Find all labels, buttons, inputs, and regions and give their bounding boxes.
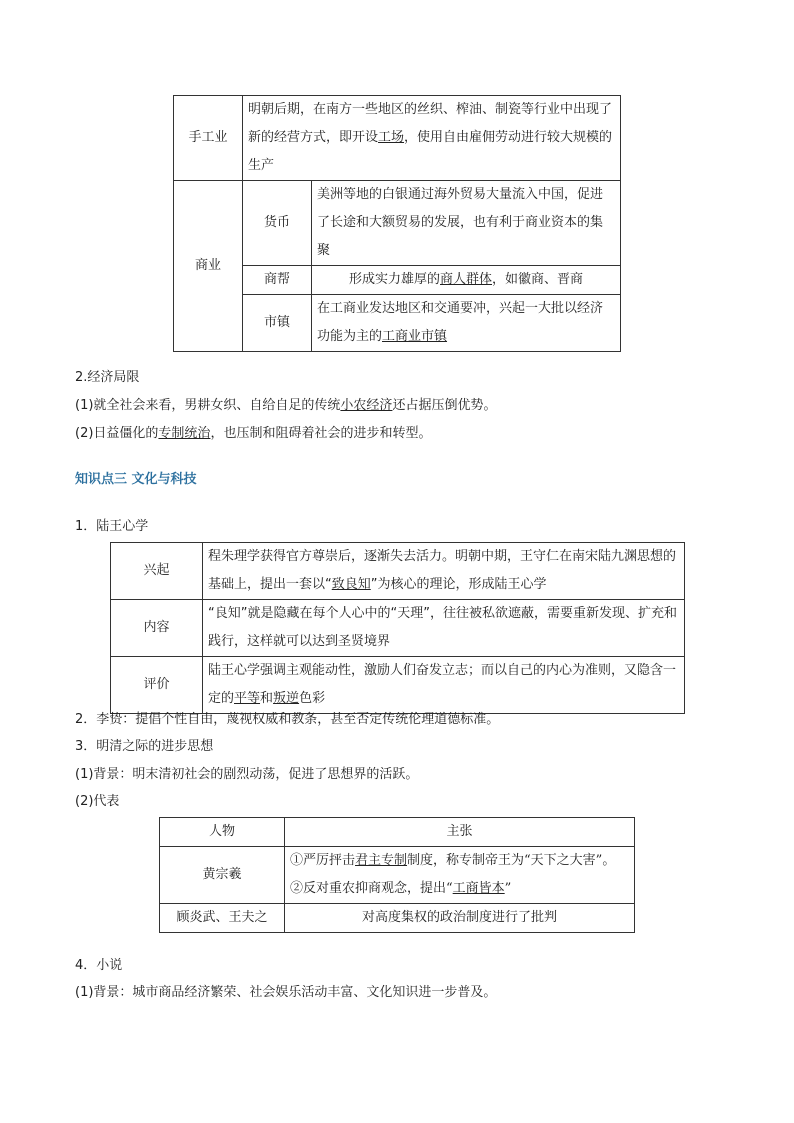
gu-wang-claim: 对高度集权的政治制度进行了批判	[285, 904, 635, 933]
merchant-group-content	[312, 266, 621, 295]
text-span: 在工商业发达地区和交通要冲，兴起一大批以经济功能为主的	[317, 301, 604, 344]
text-span: ，如徽商、晋商	[492, 272, 584, 287]
table-row	[174, 181, 621, 266]
table-row	[111, 600, 685, 657]
text-span: 色彩	[299, 691, 326, 706]
table-row	[160, 818, 635, 847]
section-heading: 知识点三 文化与科技	[75, 472, 197, 487]
text-span: 和	[260, 691, 274, 706]
huang-claims	[285, 847, 635, 904]
key-term: 商人群体	[440, 272, 493, 287]
limits-title: 2.经济局限	[75, 370, 140, 385]
table-row	[111, 543, 685, 600]
key-term: 平等	[234, 691, 261, 706]
currency-content: 美洲等地的白银通过海外贸易大量流入中国，促进了长途和大额贸易的发展，也有利于商业资本的集聚	[312, 181, 621, 266]
limits-point-1	[75, 396, 496, 416]
header-claim: 主张	[285, 818, 635, 847]
progressive-title: 3．明清之际的进步思想	[75, 739, 214, 754]
key-term: 叛逆	[273, 691, 300, 706]
row-label-handicraft: 手工业	[174, 96, 243, 181]
sub-label-merchant-group: 商帮	[243, 266, 312, 295]
evaluation-content	[203, 657, 685, 714]
table-row	[160, 847, 635, 904]
rise-content	[203, 543, 685, 600]
header-person: 人物	[160, 818, 285, 847]
market-town-content	[312, 295, 621, 352]
sub-label-market-town: 市镇	[243, 295, 312, 352]
limits-point-2	[75, 424, 431, 444]
row-label-content: 内容	[111, 600, 203, 657]
key-term: 小农经济	[340, 398, 393, 413]
novel-background: (1)背景：城市商品经济繁荣、社会娱乐活动丰富、文化知识进一步普及。	[75, 985, 497, 1000]
novel-title: 4．小说	[75, 958, 123, 973]
claim-2	[290, 875, 629, 903]
key-term: 工商业市镇	[382, 329, 448, 344]
person-gu-wang: 顾炎武、王夫之	[160, 904, 285, 933]
lu-wang-title: 1．陆王心学	[75, 519, 149, 534]
person-huang: 黄宗羲	[160, 847, 285, 904]
row-label-evaluation: 评价	[111, 657, 203, 714]
sub-label-currency: 货币	[243, 181, 312, 266]
li-zhi-line: 2．李贽：提倡个性自由，蔑视权威和教条，甚至否定传统伦理道德标准。	[75, 712, 500, 727]
key-term: 致良知	[331, 577, 371, 592]
text-span: (1)就全社会来看，男耕女织、自给自足的传统	[75, 398, 341, 413]
representatives-table	[159, 817, 635, 933]
text-span: 陆王心学强调主观能动性，激励人们奋发立志；而以自己的内心为准则，又隐含一定的	[208, 663, 677, 706]
key-term: 君主专制	[355, 853, 408, 868]
text-span: ②反对重农抑商观念，提出“	[290, 881, 453, 896]
text-span: ”	[504, 881, 512, 896]
text-span: 程朱理学获得官方尊崇后，逐渐失去活力。明朝中期，王守仁在南宋陆九渊思想的基础上，提出一套以“	[208, 549, 677, 592]
row-label-rise: 兴起	[111, 543, 203, 600]
text-span: ①严厉抨击	[290, 853, 356, 868]
text-span: ，也压制和阻碍着社会的进步和转型。	[210, 426, 432, 441]
key-term: 专制统治	[158, 426, 211, 441]
text-span: 形成实力雄厚的	[348, 272, 440, 287]
economy-table	[173, 95, 621, 352]
text-span: 还占据压倒优势。	[392, 398, 497, 413]
table-row	[111, 657, 685, 714]
table-row	[160, 904, 635, 933]
key-term: 工场	[378, 130, 405, 145]
text-span: ”为核心的理论，形成陆王心学	[370, 577, 547, 592]
row-label-commerce: 商业	[174, 181, 243, 352]
text-span: (2)日益僵化的	[75, 426, 159, 441]
claim-1	[290, 847, 629, 875]
table-row	[174, 96, 621, 181]
text-span: 制度，称专制帝王为“天下之大害”。	[407, 853, 616, 868]
progressive-representatives: (2)代表	[75, 794, 120, 809]
handicraft-content	[243, 96, 621, 181]
text-span: 明朝后期，在南方一些地区的丝织、榨油、制瓷等行业中出现了新的经营方式，即开设	[248, 102, 613, 145]
key-term: 工商皆本	[452, 881, 505, 896]
content-content: “良知”就是隐藏在每个人心中的“天理”，往往被私欲遮蔽，需要重新发现、扩充和践行，这样就可以达到圣贤境界	[203, 600, 685, 657]
lu-wang-table	[110, 542, 685, 714]
progressive-background: (1)背景：明末清初社会的剧烈动荡，促进了思想界的活跃。	[75, 767, 419, 782]
text-span: ，使用自由雇佣劳动进行较大规模的生产	[248, 130, 613, 173]
